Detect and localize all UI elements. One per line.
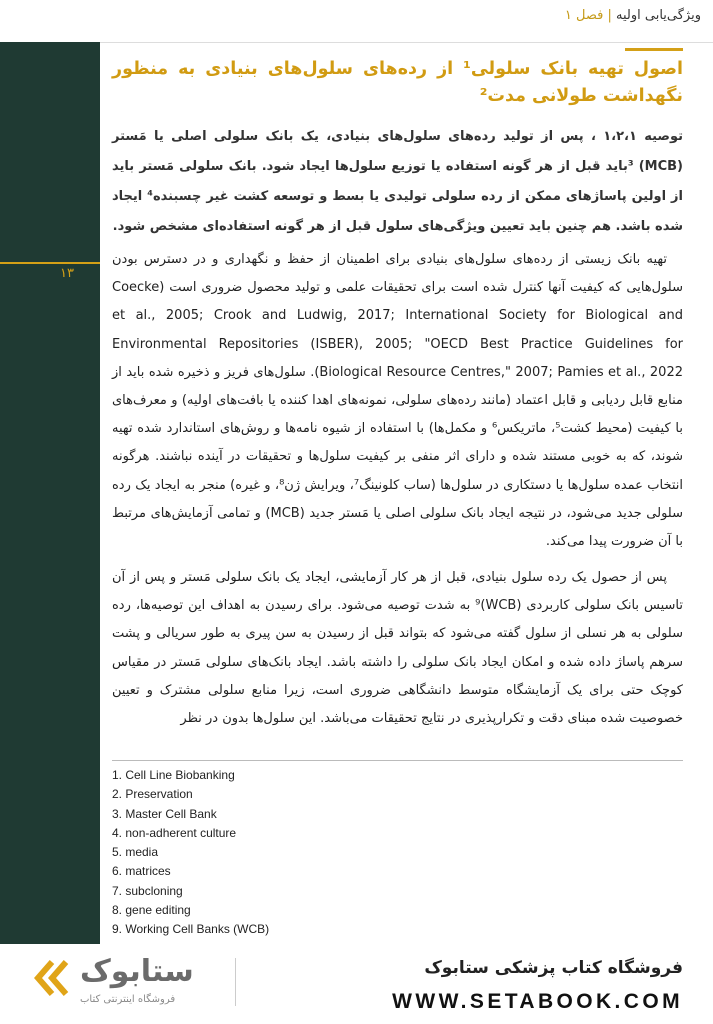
page-number-rule [0, 262, 100, 264]
section-title: اصول تهیه بانک سلولی¹ از رده‌های سلول‌های بنیادی به منظور نگهداشت طولانی مدت² [112, 59, 683, 106]
footer-divider [235, 958, 236, 1006]
footnote-item: 7. subcloning [112, 883, 183, 898]
logo-wordmark: ستابوک [80, 954, 194, 989]
sidebar-band [0, 0, 100, 944]
recommendation-text: توصیه ۱،۲،۱ ، پس از تولید رده‌های سلول‌های بنیادی، یک بانک سلولی اصلی یا مَستر (MCB) ³باید قبل از هر گونه استفاده یا توزیع سلول‌ها ایجاد شود. بانک سلولی مَستر باید از اولین پاساژهای ممکن از رده سلولی تولیدی یا بسط و توسعه کشت غیر چسبنده⁴ ایجاد شده باشد. هم چنین باید تعیین ویژگی‌های سلول قبل از هر گونه استفاده‌ای مشخص شود. [112, 129, 684, 234]
body-paragraph-1: تهیه بانک زیستی از رده‌های سلول‌های بنیادی برای اطمینان از حفظ و نگهداری و در دسترس بودن سلول‌هایی که کیفیت آنها کنترل شده است برای تحقیقات علمی و تولید محصول ضروری است (Coecke et al., 2005; Crook and Ludwig, 2017; International Society for Biological and Environmental Repositories (ISBER), 2005; "OECD Best Practice Guidelines for Biological Resource Centres," 2007; Pamies et al., 2022). سلول‌های فریز و ذخیره شده باید از منابع قابل ردیابی و قابل اعتماد (مانند رده‌های سلولی، نمونه‌های اهدا کننده یا بافت‌های اولیه) و معرف‌های با کیفیت (محیط کشت⁵، ماتریکس⁶ و مکمل‌ها) با استفاده از شیوه نامه‌ها و روش‌های استاندارد شده تهیه شوند، که به خوبی مستند شده و دارای اثر منفی بر کیفیت سلول‌ها و تحقیقات در آینده نباشند. هرگونه انتخاب عمده سلول‌ها یا دستکاری در سلول‌ها (ساب کلونینگ⁷، ویرایش ژن⁸، و غیره) منجر به ایجاد یک رده سلولی جدید می‌شود، در نتیجه ایجاد بانک سلولی اصلی یا مَستر جدید (MCB) و تمامی آزمایش‌های مرتبط با آن ضرورت پیدا می‌کند. [112, 252, 683, 550]
footnote-item: 3. Master Cell Bank [112, 806, 217, 821]
footnotes-list [112, 766, 269, 940]
logo-subtitle: فروشگاه اینترنتی کتاب [80, 994, 176, 1005]
running-header-chapter: فصل ۱ [564, 8, 604, 23]
footnote-item: 2. Preservation [112, 787, 193, 802]
header-separator: | [603, 8, 612, 23]
footer-banner [0, 944, 713, 1024]
store-name: فروشگاه کتاب پزشکی ستابوک [424, 958, 683, 978]
running-header-title: ویژگی‌یابی اولیه [615, 8, 701, 23]
sidebar-top-gap [0, 0, 100, 42]
chevrons-icon [30, 956, 74, 1000]
footnotes-divider [112, 760, 683, 761]
running-header [565, 8, 701, 23]
page-number: ۱۳ [60, 266, 74, 281]
footnote-item: 6. matrices [112, 864, 171, 879]
footnote-item: 9. Working Cell Banks (WCB) [112, 922, 270, 937]
header-divider [100, 42, 713, 43]
setabook-logo[interactable] [30, 954, 230, 1014]
footnote-item: 8. gene editing [112, 903, 191, 918]
body-paragraph-2: پس از حصول یک رده سلول بنیادی، قبل از هر کار آزمایشی، ایجاد یک بانک سلولی مَستر و پس از آن تاسیس بانک سلولی کاربردی (WCB)⁹ به شدت توصیه می‌شود. برای رسیدن به اهداف این توصیه‌ها، رده سلولی به هر نسلی از سلول گفته می‌شود که بتواند قبل از رسیدن به سن پیری به طور سریالی و پشت سرهم پاساژ داده شده و امکان ایجاد بانک سلولی را داشته باشد. ایجاد بانک‌های سلولی مَستر در مقیاس کوچک حتی برای یک آزمایشگاه متوسط دانشگاهی ضروری است، زیرا منابع سلولی مشترک و تعیین خصوصیت شده مبنای دقت و تکرارپذیری در نتایج تحقیقات می‌باشد. این سلول‌ها بدون در نظر [112, 570, 683, 727]
footnote-item: 4. non-adherent culture [112, 825, 237, 840]
title-accent-bar [625, 48, 683, 51]
footnote-item: 5. media [112, 845, 159, 860]
store-url-link[interactable]: WWW.SETABOOK.COM [392, 990, 683, 1013]
footnote-item: 1. Cell Line Biobanking [112, 768, 235, 782]
